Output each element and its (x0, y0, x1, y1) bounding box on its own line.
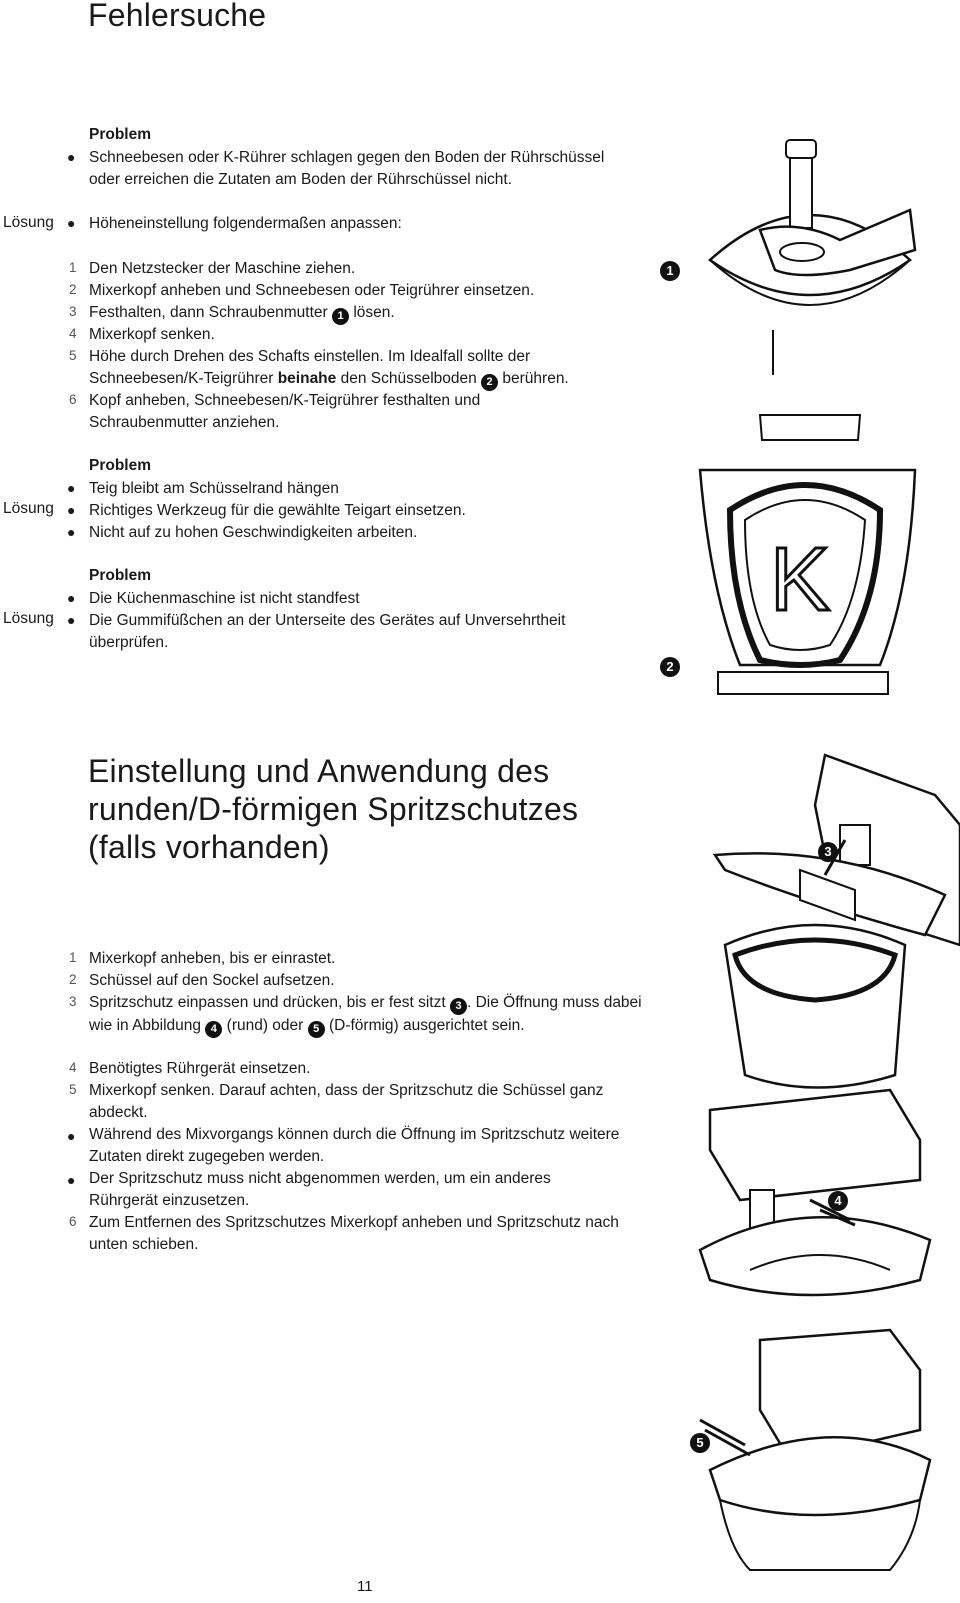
step-text: Mixerkopf senken. (89, 326, 215, 343)
section-title-line: Einstellung und Anwendung des (88, 753, 550, 789)
step-text-part: Spritzschutz einpassen und drücken, bis er fest sitzt (89, 994, 446, 1011)
d-splash-guard-illustration (690, 1320, 960, 1580)
figure-label-4: 4 (828, 1191, 848, 1211)
problem-label-2: Problem (89, 457, 152, 474)
step-number: 4 (69, 1060, 77, 1075)
problem-text-3: Die Küchenmaschine ist nicht standfest (89, 590, 360, 607)
bullet: ● (67, 1172, 76, 1188)
step-text-part: berühren. (502, 370, 569, 387)
solution-text-2a: Richtiges Werkzeug für die gewählte Teigart einsetzen. (89, 502, 466, 519)
problem-text-1: Schneebesen oder K-Rührer schlagen gegen den Boden der Rührschüssel oder erreichen die Zutaten am Boden der Rührschüssel nicht. (89, 149, 605, 188)
solution-label-2: Lösung (3, 500, 54, 517)
solution-text-1: Höheneinstellung folgendermaßen anpassen: (89, 215, 402, 232)
step-text: Den Netzstecker der Maschine ziehen. (89, 260, 356, 277)
solution-text-2b: Nicht auf zu hohen Geschwindigkeiten arbeiten. (89, 524, 418, 541)
step-text (89, 346, 644, 391)
step-number: 5 (69, 348, 77, 363)
step-text: Mixerkopf anheben und Schneebesen oder Teigrührer einsetzen. (89, 282, 535, 299)
step-text (89, 302, 659, 325)
step-text: Schüssel auf den Sockel aufsetzen. (89, 972, 335, 989)
bowl-k-beater-illustration (690, 400, 930, 700)
page-number: 11 (357, 1578, 373, 1595)
step-text: Mixerkopf anheben, bis er einrastet. (89, 950, 336, 967)
figure-label-5: 5 (690, 1433, 710, 1453)
section-title-line: (falls vorhanden) (88, 829, 330, 865)
step-number: 1 (69, 260, 77, 275)
figure-ref-3: 3 (450, 998, 467, 1015)
step-text-part: (D-förmig) ausgerichtet sein. (328, 1017, 525, 1034)
step-text (89, 992, 644, 1038)
page-title: Fehlersuche (88, 0, 267, 33)
step-text-part: lösen. (353, 304, 395, 321)
step-number: 4 (69, 326, 77, 341)
step-text: Zum Entfernen des Spritzschutzes Mixerkopf anheben und Spritzschutz nach unten schieben. (89, 1214, 619, 1253)
step-number: 2 (69, 972, 77, 987)
step-text: Kopf anheben, Schneebesen/K-Teigrührer festhalten und Schraubenmutter anziehen. (89, 392, 481, 431)
splash-guard-fitting-illustration (705, 745, 960, 1105)
step-number: 6 (69, 392, 77, 407)
bullet: ● (67, 480, 76, 496)
figure-label-1: 1 (660, 261, 680, 281)
step-number: 6 (69, 1214, 77, 1229)
figure-ref-4: 4 (205, 1021, 222, 1038)
step-text-part: den Schüsselboden (340, 370, 477, 387)
step-text: Mixerkopf senken. Darauf achten, dass der Spritzschutz die Schüssel ganz abdeckt. (89, 1082, 604, 1121)
step-text: Benötigtes Rührgerät einsetzen. (89, 1060, 311, 1077)
step-text-part: Höhe durch Drehen des Schafts einstellen. Im Idealfall sollte der Schneebesen/K-Teigrührer (89, 348, 531, 387)
bullet: ● (67, 612, 76, 628)
figure-label-2: 2 (660, 657, 680, 677)
problem-text-2: Teig bleibt am Schüsselrand hängen (89, 480, 339, 497)
step-number: 5 (69, 1082, 77, 1097)
bullet: ● (67, 502, 76, 518)
step-number: 2 (69, 282, 77, 297)
solution-label-3: Lösung (3, 610, 54, 627)
step-text-emphasis: beinahe (277, 370, 337, 387)
problem-label-1: Problem (89, 126, 152, 143)
bullet: ● (67, 590, 76, 606)
round-splash-guard-illustration (690, 1080, 960, 1310)
shaft-nut-illustration (690, 130, 930, 390)
figure-ref-2: 2 (481, 374, 498, 391)
step-text: Während des Mixvorgangs können durch die Öffnung im Spritzschutz weitere Zutaten direkt zugegeben werden. (89, 1126, 620, 1165)
bullet: ● (67, 149, 76, 165)
step-text-part: (rund) oder (226, 1017, 304, 1034)
step-number: 1 (69, 950, 77, 965)
bullet: ● (67, 1128, 76, 1144)
bullet: ● (67, 215, 76, 231)
section-title-line: runden/D-förmigen Spritzschutzes (88, 791, 579, 827)
bullet: ● (67, 524, 76, 540)
solution-text-3: Die Gummifüßchen an der Unterseite des Gerätes auf Unversehrtheit überprüfen. (89, 612, 566, 651)
step-text-part: . Die Öffnung muss dabei wie in Abbildung (89, 994, 642, 1034)
section-title (88, 752, 578, 866)
problem-label-3: Problem (89, 567, 152, 584)
step-number: 3 (69, 304, 77, 319)
step-number: 3 (69, 994, 77, 1009)
solution-label-1: Lösung (3, 214, 54, 231)
figure-ref-1: 1 (332, 308, 349, 325)
svg-text:K: K (770, 530, 831, 630)
step-text: Der Spritzschutz muss nicht abgenommen werden, um ein anderes Rührgerät einzusetzen. (89, 1170, 551, 1209)
step-text-part: Festhalten, dann Schraubenmutter (89, 304, 328, 321)
figure-label-3: 3 (818, 842, 838, 862)
figure-ref-5: 5 (308, 1021, 325, 1038)
